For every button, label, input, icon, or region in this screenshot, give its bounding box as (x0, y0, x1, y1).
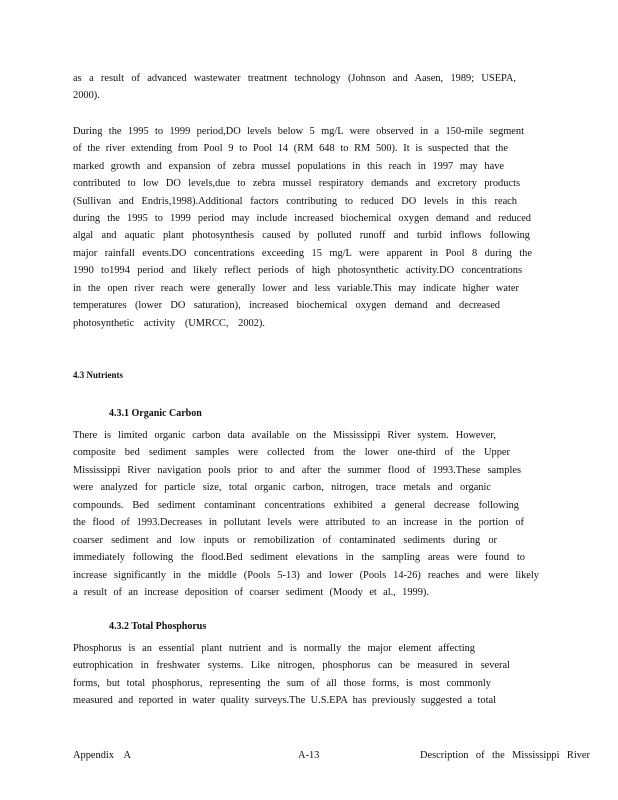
organic-carbon-line: Mississippi River navigation pools prior to and after the summer flood of 1993.These samples (73, 465, 521, 476)
footer-appendix-label: Appendix A (73, 750, 131, 761)
do-paragraph-line: of the river extending from Pool 9 to Pool 14 (RM 648 to RM 500). It is suspected that the (73, 143, 508, 154)
do-paragraph-line: marked growth and expansion of zebra mussel populations in this reach in 1997 may have (73, 161, 504, 172)
do-paragraph-line: algal and aquatic plant photosynthesis caused by polluted runoff and turbid inflows following (73, 230, 530, 241)
intro-line-2: 2000). (73, 90, 100, 101)
do-paragraph-line: 1990 to1994 period and likely reflect periods of high photosynthetic activity.DO concentrations (73, 265, 522, 276)
phosphorus-line: forms, but total phosphorus, representing the sum of all those forms, is most commonly (73, 678, 491, 689)
organic-carbon-line: There is limited organic carbon data available on the Mississippi River system. However, (73, 430, 496, 441)
do-paragraph-line: (Sullivan and Endris,1998).Additional factors contributing to reduced DO levels in this reach (73, 196, 517, 207)
organic-carbon-line: the flood of 1993.Decreases in pollutant levels were attributed to an increase in the portion of (73, 517, 524, 528)
subsection-heading-4-3-1: 4.3.1 Organic Carbon (109, 408, 202, 419)
do-paragraph-line: major rainfall events.DO concentrations exceeding 15 mg/L were apparent in Pool 8 during the (73, 248, 532, 259)
section-heading-4-3: 4.3 Nutrients (73, 370, 123, 380)
do-paragraph-line: contributed to low DO levels,due to zebra mussel respiratory demands and excretory products (73, 178, 520, 189)
phosphorus-line: eutrophication in freshwater systems. Like nitrogen, phosphorus can be measured in several (73, 660, 510, 671)
footer-document-title: Description of the Mississippi River (420, 750, 590, 761)
organic-carbon-line: compounds. Bed sediment contaminant concentrations exhibited a general decrease following (73, 500, 519, 511)
organic-carbon-line: coarser sediment and low inputs or remobilization of contaminated sediments during or (73, 535, 497, 546)
do-paragraph-line: During the 1995 to 1999 period,DO levels below 5 mg/L were observed in a 150-mile segment (73, 126, 524, 137)
organic-carbon-line: a result of an increase deposition of coarser sediment (Moody et al., 1999). (73, 587, 429, 598)
do-paragraph-line: photosynthetic activity (UMRCC, 2002). (73, 318, 265, 329)
phosphorus-line: Phosphorus is an essential plant nutrient and is normally the major element affecting (73, 643, 475, 654)
do-paragraph-line: during the 1995 to 1999 period may include increased biochemical oxygen demand and reduced (73, 213, 531, 224)
do-paragraph-line: temperatures (lower DO saturation), increased biochemical oxygen demand and decreased (73, 300, 500, 311)
organic-carbon-line: were analyzed for particle size, total organic carbon, nitrogen, trace metals and organic (73, 482, 491, 493)
organic-carbon-line: increase significantly in the middle (Pools 5-13) and lower (Pools 14-26) reaches and were likely (73, 570, 539, 581)
phosphorus-line: measured and reported in water quality surveys.The U.S.EPA has previously suggested a total (73, 695, 496, 706)
intro-line-1: as a result of advanced wastewater treatment technology (Johnson and Aasen, 1989; USEPA, (73, 73, 516, 84)
organic-carbon-line: composite bed sediment samples were collected from the lower one-third of the Upper (73, 447, 510, 458)
footer-page-number: A-13 (298, 750, 320, 761)
organic-carbon-line: immediately following the flood.Bed sediment elevations in the sampling areas were found to (73, 552, 525, 563)
subsection-heading-4-3-2: 4.3.2 Total Phosphorus (109, 621, 207, 632)
do-paragraph-line: in the open river reach were generally lower and less variable.This may indicate higher water (73, 283, 519, 294)
